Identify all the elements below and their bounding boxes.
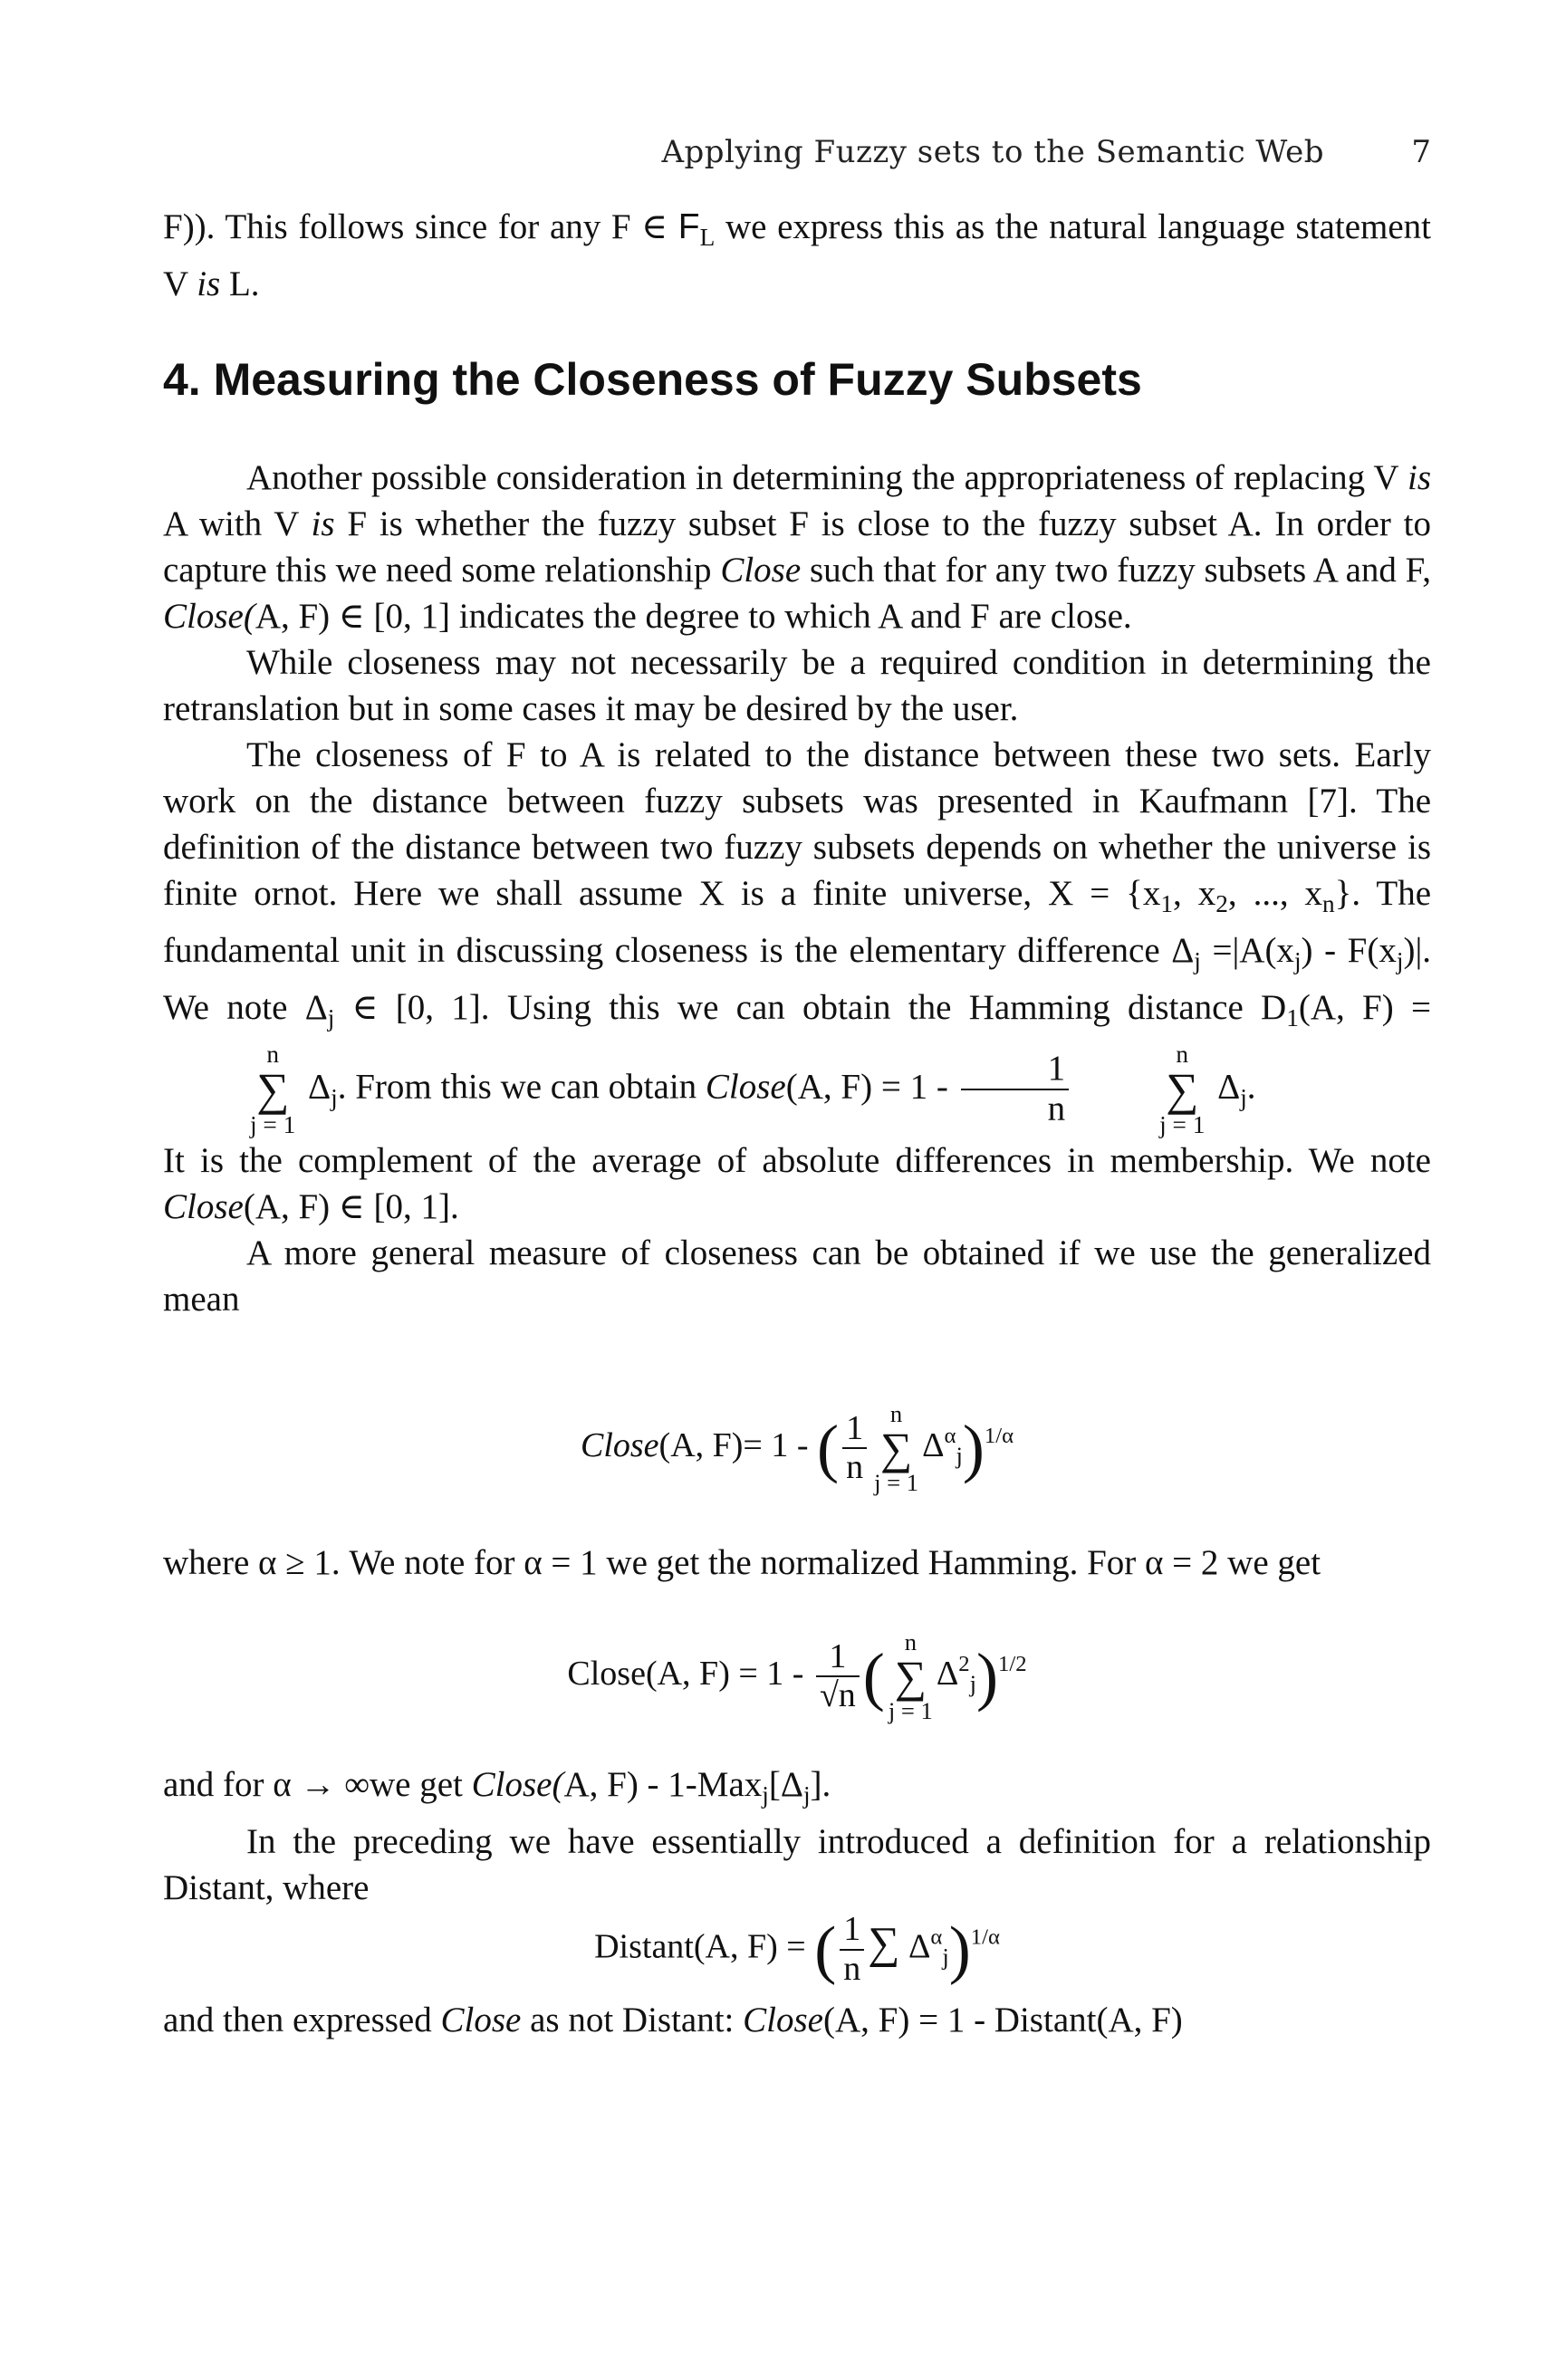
eq2-power: 1/2 (998, 1652, 1027, 1677)
eq1-den: n (846, 1448, 864, 1487)
p1-a: Another possible consideration in determining the appropriateness of replacing V (246, 458, 1407, 497)
eq3-lhs: Distant(A, F) = (594, 1927, 815, 1966)
intro-text-2: we express this as the natural language statement V (163, 207, 1431, 304)
p4-b: (A, F) ∈ [0, 1]. (243, 1186, 459, 1226)
p1-d: such that for any two fuzzy subsets A and F, (801, 551, 1431, 590)
eq3-den: n (843, 1949, 861, 1988)
intro-paragraph (163, 204, 1431, 307)
p3-xnsub: n (1322, 890, 1335, 918)
p3-m: . (1246, 1067, 1256, 1107)
p1-is2: is (311, 504, 335, 543)
equation-alpha-2 (163, 1630, 1431, 1723)
p3-h: (A, F) = (1298, 988, 1432, 1028)
eq1-lhs: (A, F)= (658, 1426, 763, 1465)
eq2-paren-close: ) (976, 1639, 999, 1713)
eq1-frac (842, 1410, 867, 1488)
p9-b: as not Distant: (521, 2001, 744, 2039)
p3-jsub3: j (327, 1004, 335, 1032)
eq2-sum-top: n (904, 1628, 917, 1655)
intro-is: is (197, 264, 221, 304)
p9-close2: Close (743, 2001, 823, 2039)
intro-text-1: F)). This follows since for any F ∈ (163, 207, 678, 246)
eq1-sum (874, 1402, 918, 1495)
intro-text-3: L. (220, 264, 260, 304)
eq1-paren-open: ( (817, 1411, 840, 1484)
p7-c: [Δ (768, 1765, 803, 1804)
p3-i: Δ (299, 1067, 331, 1107)
frac-1-over-n (961, 1050, 1070, 1129)
sum1-bot: j = 1 (250, 1110, 296, 1138)
body-paragraph-9 (163, 1997, 1431, 2043)
eq3-paren-close: ) (948, 1913, 971, 1986)
sum1-sigma: ∑ (256, 1063, 290, 1115)
intro-fl: F (677, 207, 700, 246)
p3-dsub: j (1194, 947, 1201, 975)
eq1-delta: Δ (922, 1426, 945, 1465)
p3-jsub5: j (1240, 1083, 1247, 1111)
sum2-sigma: ∑ (1166, 1063, 1199, 1115)
equation-generalized-mean (163, 1402, 1431, 1495)
body-paragraph-3 (163, 732, 1431, 1137)
p9-c: (A, F) = 1 - Distant(A, F) (823, 2001, 1183, 2039)
p3-jsub2: j (1396, 947, 1404, 975)
p3-f: )|. We note Δ (163, 931, 1431, 1028)
eq2-delta: Δ (936, 1655, 959, 1694)
p7-a: and for α → ∞we get (163, 1765, 472, 1804)
section-heading: 4. Measuring the Closeness of Fuzzy Subsets (163, 354, 1142, 405)
p3-e2: ) - F(x (1301, 931, 1397, 971)
body-paragraph-5: A more general measure of closeness can be obtained if we use the generalized mean (163, 1233, 1431, 1319)
p1-e: A, F) ∈ [0, 1] indicates the degree to which A and F are close. (255, 597, 1132, 636)
eq3-paren-open: ( (814, 1913, 837, 1986)
p3-x2sub: 2 (1215, 890, 1228, 918)
body-paragraph-8: In the preceding we have essentially introduced a definition for a relationship Distant, where (163, 1822, 1431, 1908)
sum1-top: n (266, 1040, 279, 1068)
p1-c: F is whether the fuzzy subset F is close to the fuzzy subset A. In order to capture this we need some relationship (163, 504, 1432, 590)
p1-close1: Close (720, 551, 802, 590)
eq2-one-minus: 1 - (766, 1655, 812, 1694)
sum2-bot: j = 1 (1159, 1110, 1206, 1138)
eq2-j: j (969, 1669, 976, 1697)
p1-is1: is (1407, 458, 1431, 497)
body-paragraph-2: While closeness may not necessarily be a required condition in determining the retranslation but in some cases it may be desired by the user. (163, 643, 1431, 728)
eq1-j: j (956, 1441, 963, 1469)
p3-b: , x (1173, 874, 1216, 913)
eq2-sum-bot: j = 1 (888, 1697, 933, 1724)
frac1-den: n (1047, 1089, 1066, 1129)
body-paragraph-6 (163, 1540, 1431, 1586)
p3-x1sub: 1 (1160, 890, 1174, 918)
p4-close: Close (163, 1186, 244, 1226)
p3-a: The closeness of F to A is related to the distance between these two sets. Early work on the distance between fuzzy subsets was presented in Kaufmann [7]. The definition of the distance between two fuzzy subsets depends on whether the universe is finite ornot. Here we shall assume X is a finite universe, X = {x (163, 735, 1431, 913)
eq2-sum (889, 1630, 933, 1723)
eq3-power: 1/α (970, 1924, 1000, 1950)
eq1-power: 1/α (984, 1424, 1014, 1449)
p1-close2: Close( (163, 597, 255, 636)
p7-close: Close( (471, 1765, 564, 1804)
page-number: 7 (1411, 134, 1431, 170)
p3-j2: . From this we can obtain (337, 1067, 706, 1107)
eq1-num: 1 (842, 1410, 867, 1450)
frac1-num: 1 (961, 1050, 1070, 1090)
eq1-sum-bot: j = 1 (874, 1469, 919, 1496)
body-paragraph-7 (163, 1761, 1431, 1911)
eq2-num: 1 (816, 1638, 860, 1678)
p9-close1: Close (440, 2001, 522, 2039)
p3-k: (A, F) = 1 - (785, 1067, 957, 1107)
sum-symbol-2 (1076, 1042, 1205, 1137)
p3-e: =|A(x (1200, 931, 1294, 971)
eq1-sigma: ∑ (879, 1423, 913, 1473)
p4-a: It is the complement of the average of absolute differences in membership. We note (163, 1140, 1431, 1180)
p3-d: }. The fundamental unit in discussing closeness is the elementary difference Δ (163, 874, 1432, 971)
equation-distant (163, 1911, 1431, 1989)
eq1-paren-close: ) (962, 1411, 985, 1484)
p1-b: A with V (163, 504, 312, 543)
p7-d: ]. (810, 1765, 831, 1804)
p3-jsub1: j (1293, 947, 1302, 975)
p3-g: ∈ [0, 1]. Using this we can obtain the Hamming distance D (334, 988, 1287, 1028)
eq3-frac (840, 1911, 864, 1989)
eq3-alpha: α (930, 1924, 943, 1950)
eq2-frac (816, 1638, 860, 1716)
p3-close: Close (705, 1067, 786, 1107)
eq2-sq: 2 (958, 1652, 970, 1677)
eq2-lhs: Close(A, F) = (567, 1655, 767, 1694)
eq1-sum-top: n (889, 1400, 903, 1427)
eq3-num: 1 (840, 1911, 864, 1951)
eq3-j: j (942, 1943, 949, 1971)
sum-symbol-1 (167, 1042, 295, 1137)
eq3-delta: Δ (908, 1927, 931, 1966)
eq2-paren-open: ( (862, 1639, 885, 1713)
running-title: Applying Fuzzy sets to the Semantic Web (661, 134, 1324, 170)
p6-text: where α ≥ 1. We note for α = 1 we get the normalized Hamming. For α = 2 we get (163, 1543, 1321, 1582)
eq1-one-minus: 1 - (771, 1426, 818, 1465)
eq2-sigma: ∑ (894, 1651, 927, 1702)
p3-jsub4: j (331, 1083, 338, 1111)
intro-fl-sub: L (699, 224, 716, 252)
eq1-alpha: α (944, 1424, 956, 1449)
eq3-sigma: ∑ (868, 1917, 900, 1968)
body-paragraph-4 (163, 1137, 1431, 1230)
p3-l: Δ (1208, 1067, 1241, 1107)
p7-jsub2: j (802, 1781, 811, 1809)
eq2-den: √n (819, 1676, 856, 1715)
p7-jsub1: j (762, 1781, 769, 1809)
eq1-close: Close (580, 1426, 659, 1465)
p9-a: and then expressed (163, 2001, 441, 2039)
p7-b: A, F) - 1-Max (563, 1765, 763, 1804)
body-paragraph-1 (163, 455, 1431, 1322)
p3-c: , ..., x (1227, 874, 1323, 913)
sum2-top: n (1176, 1040, 1189, 1068)
p3-d1sub: 1 (1286, 1004, 1299, 1032)
